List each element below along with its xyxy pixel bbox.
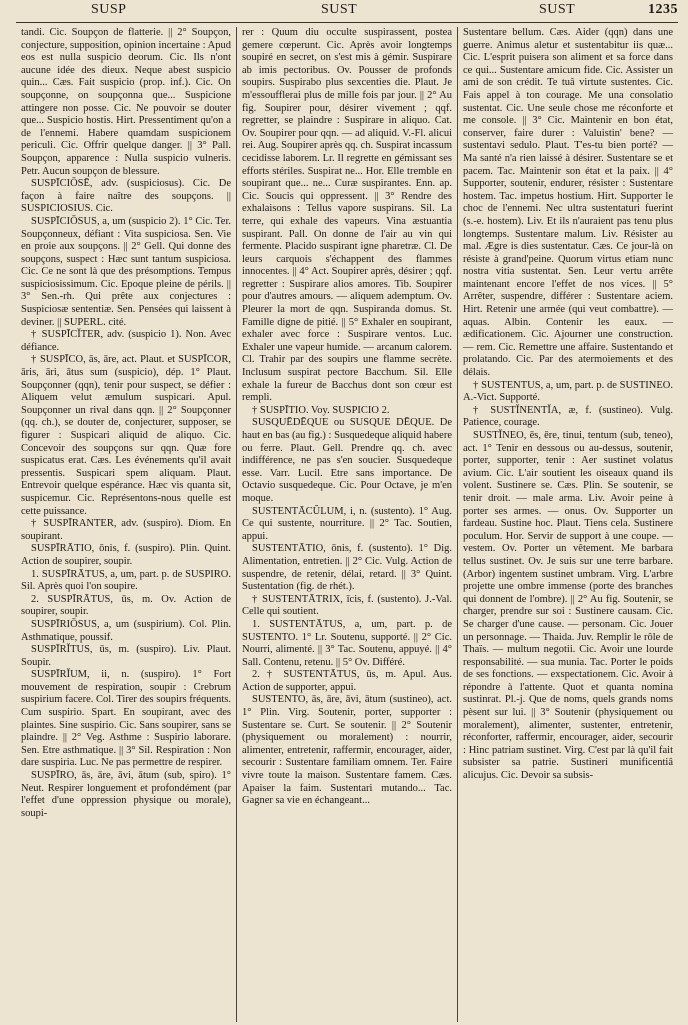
dictionary-entry: 1. SUSTENTĀTUS, a, um, part. p. de SUSTENTO. 1° Lr. Soutenu, supporté. || 2° Cic. Nourri, alimenté. || 3° Tac. Soutenu, appuyé. || 4° Sall. Contenu, retenu. || 5° Ov. Différé. [242,618,452,668]
header-center: SUST [321,2,358,17]
header-left: SUSP [91,2,127,17]
dictionary-entry: SUSPĪRO, ās, āre, āvi, ātum (sub, spiro). 1° Neut. Respirer longuement et profondément (par l'effet d'une oppression physique ou morale), soupi- [21,770,231,819]
dictionary-entry: SUSPĪCIŌSĒ, adv. (suspiciosus). Cic. De façon à faire naître des soupçons. || SUSPICIOSIUS. Cic. [21,178,231,215]
dictionary-entry: SUSTENTĀTIO, ōnis, f. (sustento). 1° Dig. Alimentation, entretien. || 2° Cic. Vulg. Action de suspendre, de retenir, délai, retard. || 3° Quint. Sustentation (fig. de rhét.). [242,543,452,593]
dictionary-entry: 2. † SUSTENTĀTUS, ūs, m. Apul. Aus. Action de supporter, appui. [242,669,452,693]
dictionary-entry: SUSPĪRĬTUS, ūs, m. (suspiro). Liv. Plaut. Soupir. [21,644,231,668]
dictionary-entry: † SUSPĪTIO. Voy. SUSPICIO 2. [252,404,390,416]
columns [16,27,678,1022]
dictionary-entry: SUSTĬNEO, ēs, ēre, tinui, tentum (sub, teneo), act. 1° Tenir en dessous ou au-dessus, soutenir, porter, supporter, tenir : Aer sustinet volatus avium. Cic. L'air soutient les oiseaux quand ils volent. Sustinere se. Cæs. Plin. Se soutenir, se tenir droit. — male arma. Liv. Avoir peine à porter ses armes. — onus. Ov. Supporter un fardeau. Sustine hoc. Plaut. Tiens cela. Sustinere poculum. Hor. Servir de support à une coupe. — vestem. Ov. Porter un vêtement. Me barbara tellus sustinet. Ov. Je suis sur une terre barbare. (Arbor) ingentem sustinet umbram. Virg. L'arbre projette une ombre immense (porte des branches qui donnent de l'ombre). || 2° Au fig. Soutenir, se charger, prendre sur soi : Sustinere causam. Cic. Se charger d'une cause. — personam. Cic. Jouer un personnage. — Thaida. Juv. Remplir le rôle de Thaïs. — multum negotii. Cic. Avoir une lourde responsabilité. — sua munia. Tac. Porter le poids de ses fonctions. — exspectationem. Cic. Avoir à répondre à l'attente. Quot et quanta nomina sustinrat. Pl.-j. Que de noms, quels grands noms pèsent sur lui. || 3° Soutenir (physiquement ou moralement), alimenter, sustenter, entretenir, réconforter, raffermir, encourager, aider, secourir : Hinc patriam sustinet. Virg. C'est par là qu'il fait subsister sa patrie. Sustineri munificentiâ alicujus. Cic. Devoir sa subsis- [463,430,673,782]
dictionary-entry: tandi. Cic. Soupçon de flatterie. || 2° Soupçon, conjecture, supposition, opinion incertaine : Apud eos est nulla suspicio deorum. Cic. Ils n'ont aucune idée des dieux. Neque abest suspicio quin... Cæs. Fait suspicio (prop. inf.). Cic. On soupçonne, on soupçonna que... Suspicione attingere non posse. Cic. Ne pouvoir se douter que... Suspicio hostis. Hirt. Pressentiment qu'on a de l'ennemi. Habere quamdam suspicionem periculi. Cic. Offrir quelque danger. || 3° Pall. Soupçon, apparence : Nulla suspicio vulneris. Petr. Aucun soupçon de blessure. [21,27,231,177]
dictionary-entry: SUSTENTĀCŬLUM, i, n. (sustento). 1° Aug. Ce qui sustente, nourriture. || 2° Tac. Soutien, appui. [242,505,452,542]
dictionary-entry: SUSPĪRIŌSUS, a, um (suspirium). Col. Plin. Asthmatique, poussif. [21,618,231,643]
dictionary-entry: rer : Quum diu occulte suspirassent, postea gemere cœperunt. Cic. Après avoir longtemps soupiré en secret, on s'est mis à gémir. Suspirare ab imis pectoribus. Ov. Pousser de profonds soupirs. Suspirabo plus sexcenties die. Plaut. Je m'essoufflerai plus de mille fois par jour. || 2° Au fig. Soupirer pour, désirer vivement ; qqf. regretter, se plaindre : Suspirare in aliquo. Cat. Ov. Soupirer pour qqn. — ad aliquid. V.-Fl. alicui rei. Aug. Soupirer après qq. ch. Suspirat incassum cecidisse laborem. Lr. Il regrette en gémissant ses efforts stériles. Suspirat ne... Hor. Elle tremble en soupirant que... ne... Curæ suspirantes. Enn. ap. Cic. Soucis qui oppressent. || 3° Rendre des exhalaisons : Tellus vapore suspirans. Sil. La terre, qui exhale des vapeurs. Vina æstuantia suspirant. Pall. On donne de l'air au vin qui fermente. Placido suspirant igne pharetræ. Cl. De leurs carquois s'échappent des flammes innocentes. || 4° Act. Soupirer après, désirer ; qqf. regretter : Suspirare alios amores. Tib. Soupirer pour d'autres amours. — aliquem ademptum. Ov. Pleurer la mort de qqn. Suspiranda domus. St. Famille digne de pitié. || 5° Exhaler en soupirant, exhaler avec force : Suspirare ventos. Luc. Exhaler une vapeur humide. — arcanum calorem. Cl. Trahir par des soupirs une flamme secrète. Inclusum suspirat pectore Bacchum. Sil. Elle exhale la fureur de Bacchus dont son cœur est rempli. [242,27,452,404]
dictionary-entry: SUSPĪRĬUM, ii, n. (suspiro). 1° Fort mouvement de respiration, soupir : Crebrum suspirium facere. Col. Tirer des soupirs fréquents. Cum suspirio. Spart. En soupirant, avec des plaintes. Sine suspirio. Cic. Sans soupirer, sans se plaindre. || 2° Veg. Asthme : Suspirio laborare. Sen. Etre asthmatique. || 3° Sil. Respiration : Non dare suspiria. Luc. Ne pas permettre de respirer. [21,669,231,769]
column-1 [16,27,236,1022]
dictionary-entry: † SUSTENTĀTRIX, īcis, f. (sustento). J.-Val. Celle qui soutient. [242,593,452,618]
dictionary-entry: † SUSTENTUS, a, um, part. p. de SUSTINEO. A.-Vict. Supporté. [463,379,673,404]
dictionary-entry: SUSPĪCIŌSUS, a, um (suspicio 2). 1° Cic. Ter. Soupçonneux, défiant : Vita suspiciosa. Sen. Vie en proie aux soupçons. || 2° Gell. Qui donne des soupçons, suspect : Hæc sunt tantum suspiciosa. Cic. Ce ne sont là que des présomptions. Tempus suspiciosissimum. Cic. Epoque pleine de périls. || 3° Sen.-rh. Qui prête aux conjectures : Suspiciosæ sententiæ. Sen. Pensées qui laissent à deviner. || SUPERL. cité. [21,215,231,328]
dictionary-entry: 2. SUSPĪRĀTUS, ūs, m. Ov. Action de soupirer, soupir. [21,593,231,618]
column-3 [457,27,678,1022]
dictionary-entry: SUSTENTO, ās, āre, āvi, ātum (sustineo), act. 1° Plin. Virg. Soutenir, porter, supporter : Sustentare se. Curt. Se soutenir. || 2° Soutenir (physiquement ou moralement) : nourrir, alimenter, entretenir, raffermir, encourager, aider, secourir : Sustentare familiam omnem. Ter. Faire vivre toute la maison. Sustentare famem. Cæs. Apaiser la faim. Sustentari mutando... Tac. Gagner sa vie en échangeant... [242,694,452,807]
dictionary-entry: SUSQUĒDĒQUE ou SUSQUE DĒQUE. De haut en bas (au fig.) : Susquedeque aliquid habere ou ferre. Plaut. Gell. Prendre qq. ch. avec indifférence, ne pas s'en soucier. Susquedeque esse. Varr. Lucil. Etre sans importance. De Octavio susquedeque. Cic. Pour Octave, je m'en moque. [242,417,452,504]
dictionary-entry: † SUSPĪCO, ās, āre, act. Plaut. et SUSPĪCOR, āris, āri, ātus sum (suspicio), dép. 1° Plaut. Soupçonner (qqn), tenir pour suspect, se défier : Aliquem velut æmulum suspicari. Apul. Soupçonner un rival dans qqn. || 2° Soupçonner (qq. ch.), se douter de, conjecturer, supposer, se figurer : Suspicari aliquid de aliquo. Cic. Concevoir des soupçons sur qqn. Quæ fore suspicatus erat. Cæs. Les événements qu'il avait pressentis. Suspicari spem aliquam. Plaut. Entrevoir quelque espérance. Hæc vis quanta sit, suspicemur. Cic. Représentons-nous quelle est cette puissance. [21,354,231,517]
dictionary-entry: Sustentare bellum. Cæs. Aider (qqn) dans une guerre. Animus aletur et sustentabitur iis quæ... Cic. L'esprit puisera son aliment et sa force dans ce qui... Sustentare amicum fide. Cic. Assister un ami de son crédit. Te tuâ virtute sustentes. Cic. Fais appel à ton courage. Me una consolatio sustentat. Cic. Une seule chose me réconforte et me console. || 3° Cic. Maintenir en bon état, conserver, faire durer : Valuistin' bene? — sustentavi sedulo. Plaut. T'es-tu bien porté? — Ma santé n'a rien laissé à désirer. Sustentare se et pacem. Tac. Maintenir son état et la paix. || 4° Supporter, soutenir, endurer, résister : Sustentare hostem. Tac. impetus hostium. Hirt. Supporter le choc de l'ennemi. Nec ultra sustentaturi fuerint (s.-e. hostem). Liv. Et ils n'auraient pas tenu plus longtemps. Sustentare malum. Liv. Résister au mal. Ægre is dies sustentatur. Cæs. Ce jour-là on résiste à grand'peine. Quorum virtus etiam nunc nostra vitia sustentat. Sen. Leur vertu arrête maintenant encore l'effet de nos vices. || 5° Arrêter, suspendre, différer : Sustentare aciem. Hirt. Retenir une armée (qui veut combattre). — aquas. Albin. Contenir les eaux. — ædificationem. Cic. Ajourner une construction. — rem. Cic. Remettre une affaire. Sustentando et prolatando. Cic. Par des atermoiements et des délais. [463,27,673,379]
dictionary-entry: SUSPĪRĀTIO, ōnis, f. (suspiro). Plin. Quint. Action de soupirer, soupir. [21,543,231,567]
dictionary-entry: † SUSPĪCĬTER, adv. (suspicio 1). Non. Avec défiance. [21,329,231,353]
dictionary-entry: † SUSPĪRANTER, adv. (suspiro). Diom. En soupirant. [21,518,231,542]
dictionary-entry: 1. SUSPĪRĀTUS, a, um, part. p. de SUSPIRO. Sil. Après quoi l'on soupire. [21,568,231,593]
column-2 [236,27,457,1022]
page-number: 1235 [648,2,678,17]
dictionary-entry: † SUSTĬNENTĬA, æ, f. (sustineo). Vulg. Patience, courage. [463,404,673,429]
header-right: SUST [539,2,576,17]
running-header [16,0,678,23]
